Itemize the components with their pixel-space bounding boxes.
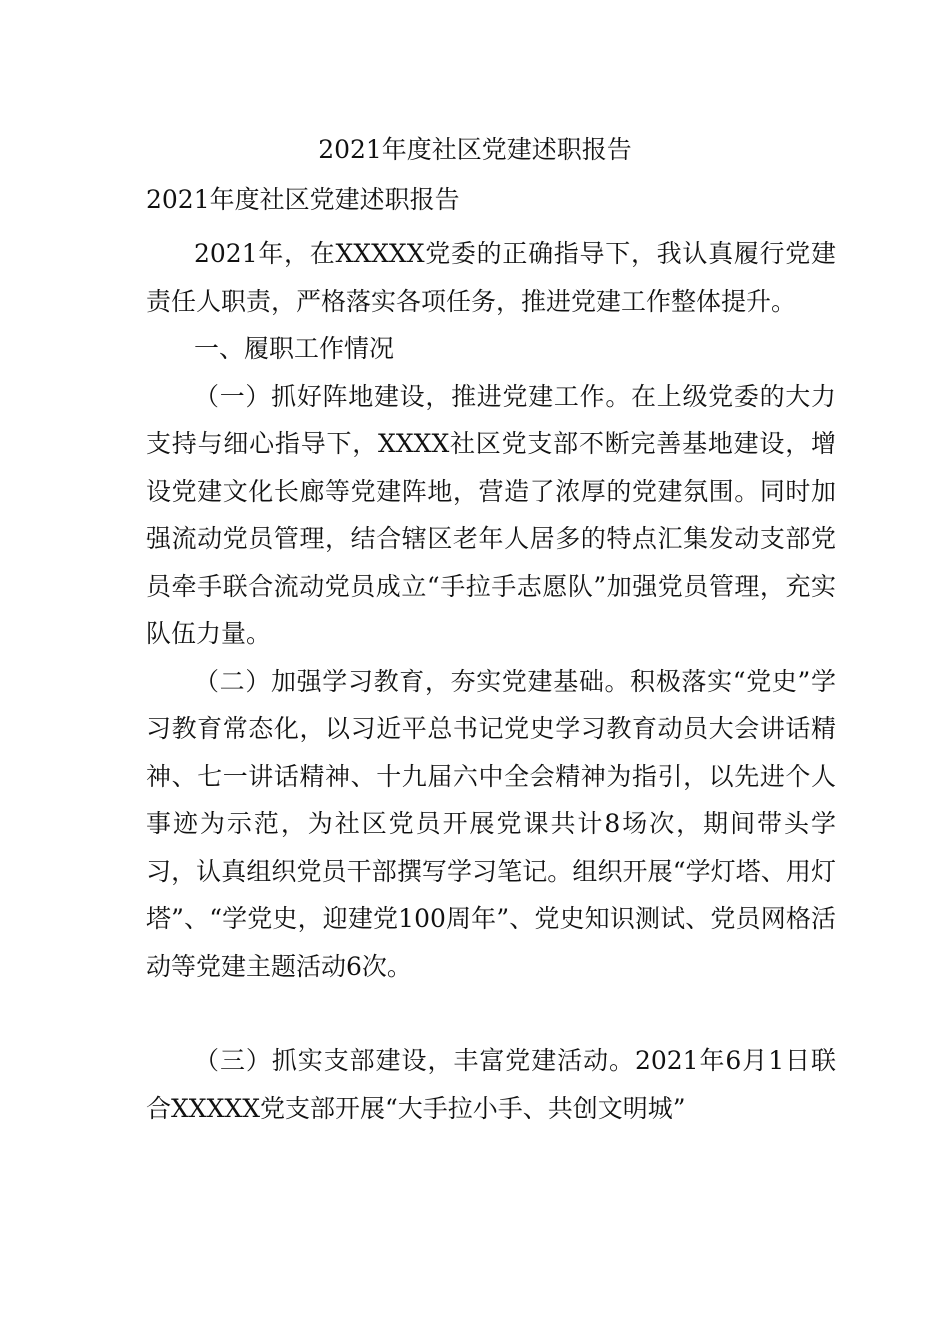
paragraph-gap xyxy=(146,990,836,1037)
document-title: 2021年度社区党建述职报告 xyxy=(318,135,632,164)
document-subtitle: 2021年度社区党建述职报告 xyxy=(146,185,460,214)
paragraph-2: （二）加强学习教育，夯实党建基础。积极落实“党史”学习教育常态化，以习近平总书记党史学习教育动员大会讲话精神、七一讲话精神、十九届六中全会精神为指引，以先进个人事迹为示范，为社区党员开展党课共计8场次，期间带头学习，认真组织党员干部撰写学习笔记。组织开展“学灯塔、用灯塔”、“学党史，迎建党100周年”、党史知识测试、党员网格活动等党建主题活动6次。 xyxy=(146,666,836,981)
paragraph-3: （三）抓实支部建设，丰富党建活动。2021年6月1日联合XXXXX党支部开展“大手拉小手、共创文明城” xyxy=(146,1046,836,1123)
paragraph-1: （一）抓好阵地建设，推进党建工作。在上级党委的大力支持与细心指导下，XXXX社区党支部不断完善基地建设，增设党建文化长廊等党建阵地，营造了浓厚的党建氛围。同时加强流动党员管理，结合辖区老年人居多的特点汇集发动支部党员牵手联合流动党员成立“手拉手志愿队”加强党员管理，充实队伍力量。 xyxy=(146,381,836,648)
intro-paragraph: 2021年，在XXXXX党委的正确指导下，我认真履行党建责任人职责，严格落实各项任务，推进党建工作整体提升。 xyxy=(146,239,836,316)
document-body xyxy=(146,230,836,1132)
section-heading: 一、履职工作情况 xyxy=(194,334,395,363)
